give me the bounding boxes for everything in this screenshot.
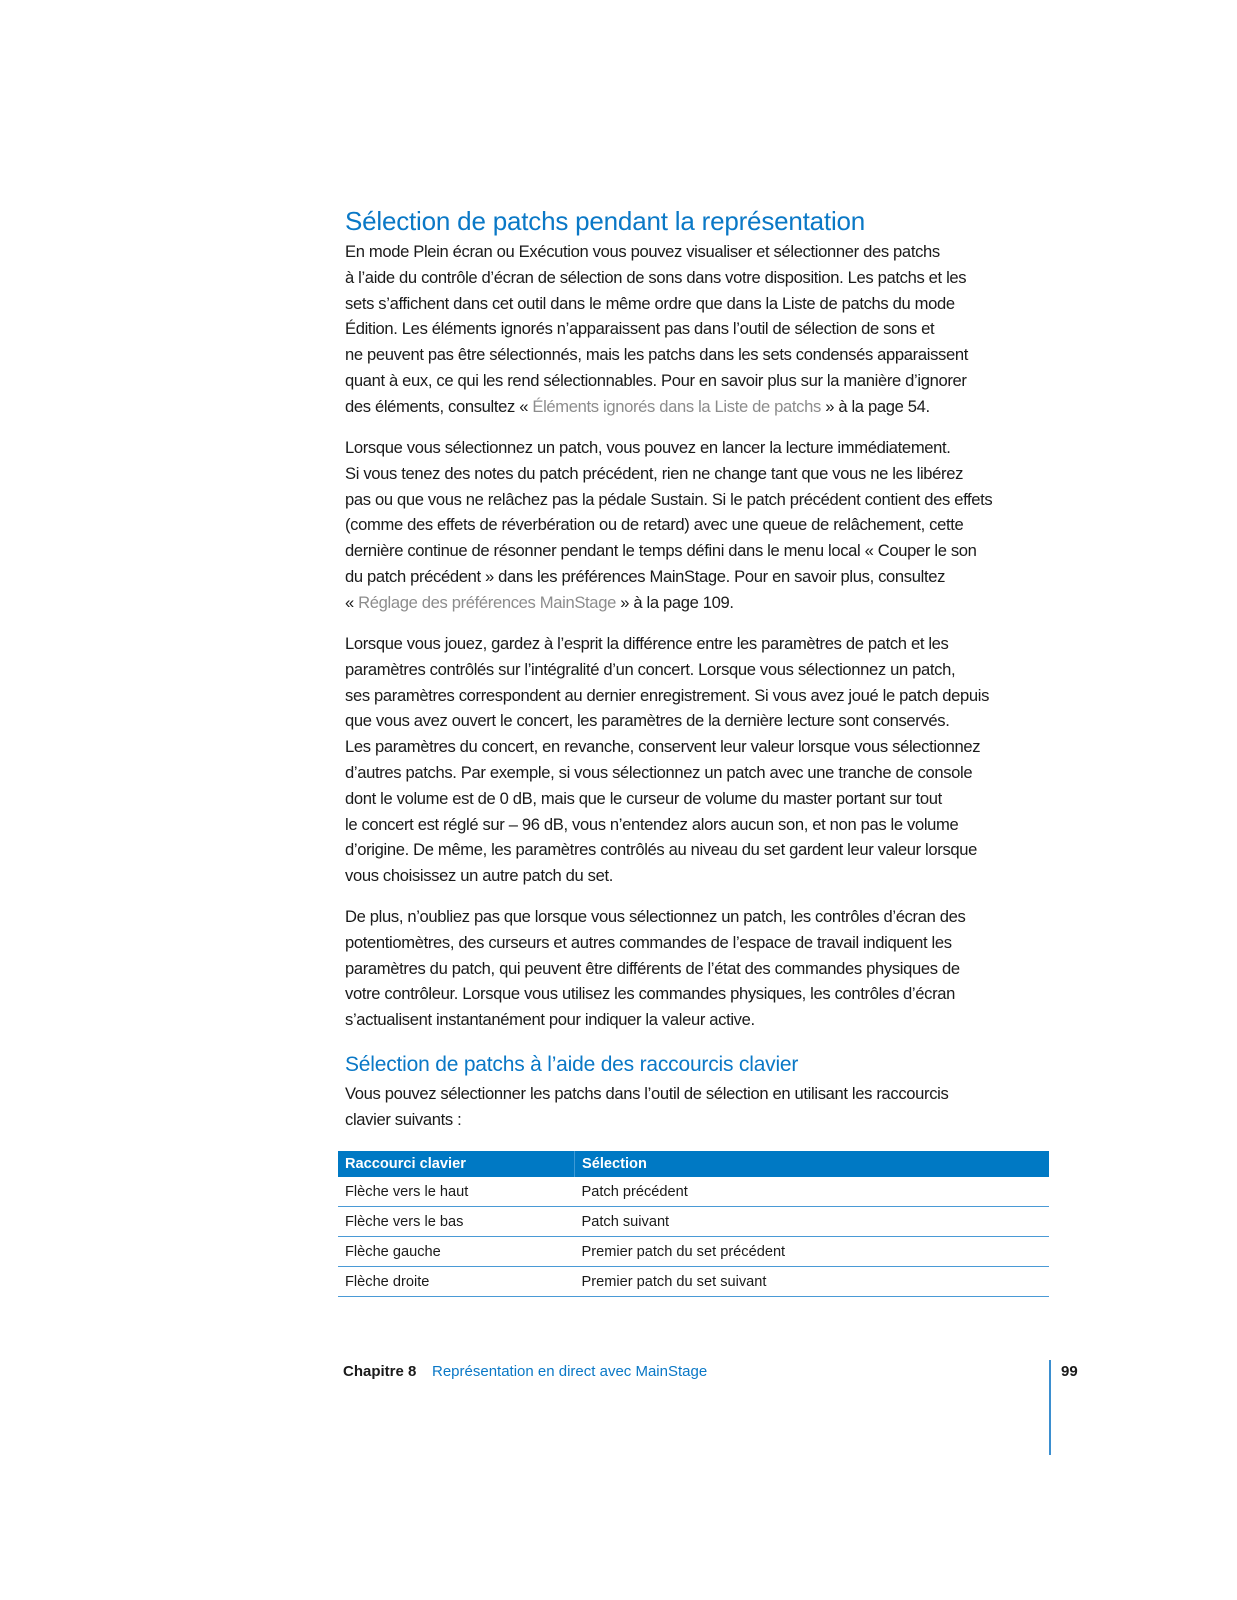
footer-chapter-title[interactable]: Représentation en direct avec MainStage: [432, 1363, 708, 1380]
column-header: Raccourci clavier: [338, 1151, 575, 1177]
cell: Patch suivant: [575, 1207, 1050, 1237]
paragraph: [345, 904, 1065, 1033]
footer-divider: [1049, 1360, 1051, 1455]
text-line: [345, 760, 1065, 786]
text-segment: ne peuvent pas être sélectionnés, mais les patchs dans les sets condensés apparaissent: [345, 345, 968, 365]
text-segment: Vous pouvez sélectionner les patchs dans l’outil de sélection en utilisant les raccourcis: [345, 1084, 949, 1103]
shortcuts-table: [338, 1151, 1049, 1297]
text-line: [345, 1081, 1065, 1107]
text-segment: dont le volume est de 0 dB, mais que le curseur de volume du master portant sur tout: [345, 788, 942, 808]
text-line: [345, 512, 1065, 538]
paragraph: [345, 239, 1065, 420]
text-segment: à l’aide du contrôle d’écran de sélection de sons dans votre disposition. Les patchs et les: [345, 267, 967, 287]
text-line: [345, 863, 1065, 889]
table-row: [338, 1177, 1049, 1207]
text-line: [345, 786, 1065, 812]
text-line: [345, 981, 1065, 1007]
table-row: [338, 1207, 1049, 1237]
text-line: [345, 239, 1065, 265]
text-segment: du patch précédent » dans les préférences MainStage. Pour en savoir plus, consultez: [345, 566, 946, 586]
text-line: [345, 368, 1065, 394]
text-segment: Lorsque vous sélectionnez un patch, vous pouvez en lancer la lecture immédiatement.: [345, 438, 951, 457]
text-line: [345, 1007, 1065, 1033]
text-line: [345, 265, 1065, 291]
text-segment: Édition. Les éléments ignorés n’apparaissent pas dans l’outil de sélection de sons et: [345, 319, 935, 339]
paragraph: [345, 1081, 1065, 1133]
text-line: [345, 435, 1065, 461]
text-line: [345, 734, 1065, 760]
page-number: 99: [1061, 1363, 1078, 1380]
text-line: [345, 708, 1065, 734]
cell: Flèche vers le haut: [338, 1177, 575, 1207]
text-line: [345, 538, 1065, 564]
text-segment: (comme des effets de réverbération ou de retard) avec une queue de relâchement, cette: [345, 515, 964, 535]
paragraph: [345, 631, 1065, 889]
cell: Flèche vers le bas: [338, 1207, 575, 1237]
text-segment: «: [345, 592, 359, 612]
text-segment: En mode Plein écran ou Exécution vous pouvez visualiser et sélectionner des patchs: [345, 242, 940, 261]
text-line: [345, 837, 1065, 863]
text-segment: des éléments, consultez «: [345, 396, 533, 416]
text-segment: le concert est réglé sur – 96 dB, vous n’entendez alors aucun son, et non pas le volume: [345, 814, 959, 834]
text-line: [345, 394, 1065, 420]
text-segment: votre contrôleur. Lorsque vous utilisez les commandes physiques, les contrôles d’écran: [345, 984, 956, 1004]
table-row: [338, 1267, 1049, 1297]
section-heading: Sélection de patchs pendant la représentation: [345, 206, 866, 236]
cell: Patch précédent: [575, 1177, 1050, 1207]
text-segment: quant à eux, ce qui les rend sélectionnables. Pour en savoir plus sur la manière d’ignorer: [345, 370, 967, 390]
text-segment: paramètres du patch, qui peuvent être différents de l’état des commandes physiques de: [345, 958, 960, 978]
subsection-heading: Sélection de patchs à l’aide des raccourcis clavier: [345, 1053, 799, 1076]
text-line: [345, 1107, 1065, 1133]
text-line: [345, 342, 1065, 368]
text-line: [345, 956, 1065, 982]
footer-chapter: Chapitre 8: [343, 1363, 417, 1380]
text-segment: potentiomètres, des curseurs et autres commandes de l’espace de travail indiquent les: [345, 932, 952, 952]
text-line: [345, 291, 1065, 317]
text-segment: paramètres contrôlés sur l’intégralité d’un concert. Lorsque vous sélectionnez un patch,: [345, 659, 956, 679]
text-segment: Les paramètres du concert, en revanche, conservent leur valeur lorsque vous sélectionnez: [345, 737, 981, 757]
text-segment: » à la page 54.: [820, 396, 930, 416]
text-segment: dernière continue de résonner pendant le temps défini dans le menu local « Couper le son: [345, 541, 977, 561]
text-segment: clavier suivants :: [345, 1109, 462, 1129]
text-segment: sets s’affichent dans cet outil dans le même ordre que dans la Liste de patchs du mode: [345, 293, 955, 313]
text-segment: Si vous tenez des notes du patch précédent, rien ne change tant que vous ne les libérez: [345, 463, 964, 483]
text-line: [345, 683, 1065, 709]
text-segment: que vous avez ouvert le concert, les paramètres de la dernière lecture sont conservés.: [345, 711, 950, 731]
cell: Flèche gauche: [338, 1237, 575, 1267]
text-line: [345, 487, 1065, 513]
text-segment: ses paramètres correspondent au dernier enregistrement. Si vous avez joué le patch depuis: [345, 685, 990, 705]
text-line: [345, 461, 1065, 487]
cell: Premier patch du set précédent: [575, 1237, 1050, 1267]
text-segment: De plus, n’oubliez pas que lorsque vous sélectionnez un patch, les contrôles d’écran des: [345, 907, 966, 926]
text-line: [345, 930, 1065, 956]
table-row: [338, 1237, 1049, 1267]
text-segment: d’origine. De même, les paramètres contrôlés au niveau du set gardent leur valeur lorsque: [345, 840, 978, 860]
text-line: [345, 657, 1065, 683]
text-segment: Lorsque vous jouez, gardez à l’esprit la différence entre les paramètres de patch et les: [345, 634, 949, 653]
cell: Premier patch du set suivant: [575, 1267, 1050, 1297]
text-segment: vous choisissez un autre patch du set.: [345, 866, 614, 886]
text-line: [345, 904, 1065, 930]
cross-reference-link[interactable]: Éléments ignorés dans la Liste de patchs: [532, 396, 821, 416]
text-segment: s’actualisent instantanément pour indiquer la valeur active.: [345, 1010, 755, 1030]
column-header: Sélection: [575, 1151, 1050, 1177]
text-segment: » à la page 109.: [615, 592, 734, 612]
cell: Flèche droite: [338, 1267, 575, 1297]
text-segment: d’autres patchs. Par exemple, si vous sélectionnez un patch avec une tranche de console: [345, 762, 973, 782]
text-line: [345, 812, 1065, 838]
paragraph: [345, 435, 1065, 616]
text-line: [345, 316, 1065, 342]
text-line: [345, 631, 1065, 657]
text-line: [345, 564, 1065, 590]
text-line: [345, 590, 1065, 616]
cross-reference-link[interactable]: Réglage des préférences MainStage: [358, 592, 616, 612]
text-segment: pas ou que vous ne relâchez pas la pédale Sustain. Si le patch précédent contient des effets: [345, 489, 993, 509]
